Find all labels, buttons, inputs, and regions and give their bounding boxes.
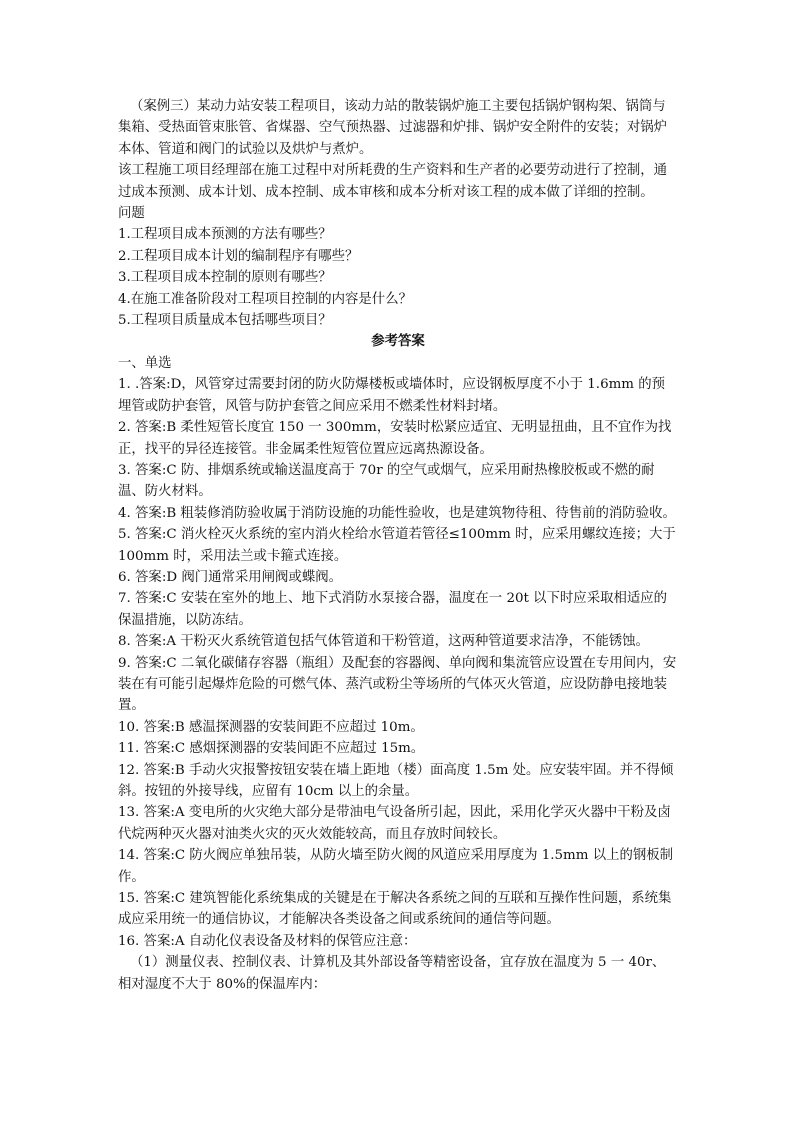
- question-item: 1.工程项目成本预测的方法有哪些？: [118, 227, 332, 243]
- answer-item: 2. 答案:B 柔性短管长度宜 150 一 300mm，安装时松紧应适宜、无明显扭曲，且不宜作为找正，找平的异径连接管。非金属柔性短管位置应远离热源设备。: [118, 420, 672, 457]
- answer-item: 11. 答案:C 感烟探测器的安装间距不应超过 15m。: [118, 741, 425, 757]
- answer-item: 10. 答案:B 感温探测器的安装间距不应超过 10m。: [118, 719, 424, 735]
- answer-item: 9. 答案:C 二氧化碳储存容器（瓶组）及配套的容器阀、单向阀和集流管应设置在专用间内，安装在有可能引起爆炸危险的可燃气体、蒸汽或粉尘等场所的气体灭火管道，应设防静电接地装置。: [118, 655, 677, 714]
- answer-item: 12. 答案:B 手动火灾报警按钮安装在墙上距地（楼）面高度 1.5m 处。应安装牢固。并不得倾斜。按钮的外接导线，应留有 10cm 以上的余量。: [118, 762, 674, 799]
- answer-item: 14. 答案:C 防火阀应单独吊装，从防火墙至防火阀的风道应采用厚度为 1.5mm 以上的钢板制作。: [118, 848, 674, 885]
- answer-item: 6. 答案:D 阀门通常采用闸阀或蝶阀。: [118, 569, 343, 585]
- case-control: 该工程施工项目经理部在施工过程中对所耗费的生产资料和生产者的必要劳动进行了控制，通过成本预测、成本计划、成本控制、成本审核和成本分析对该工程的成本做了详细的控制。: [118, 163, 668, 200]
- question-item: 5.工程项目质量成本包括哪些项目？: [118, 313, 332, 329]
- answer-item: 16. 答案:A 自动化仪表设备及材料的保管应注意：: [118, 933, 417, 949]
- question-item: 4.在施工准备阶段对工程项目控制的内容是什么？: [118, 291, 412, 307]
- question-item: 2.工程项目成本计划的编制程序有哪些？: [118, 248, 359, 264]
- answer-item: 4. 答案:B 粗装修消防验收属于消防设施的功能性验收，也是建筑物待租、待售前的消防验收。: [118, 505, 676, 521]
- answer-item: 15. 答案:C 建筑智能化系统集成的关键是在于解决各系统之间的互联和互操作性问题，系统集成应采用统一的通信协议，才能解决各类设备之间或系统间的通信等问题。: [118, 891, 672, 928]
- answer-item: 8. 答案:A 干粉灭火系统管道包括气体管道和干粉管道，这两种管道要求洁净，不能锈蚀。: [118, 634, 649, 650]
- answers-title: 参考答案: [371, 333, 425, 350]
- question-item: 3.工程项目成本控制的原则有哪些？: [118, 270, 332, 286]
- case-intro: （案例三）某动力站安装工程项目，该动力站的散装锅炉施工主要包括锅炉钢构架、锅筒与集箱、受热面管束胀管、省煤器、空气预热器、过滤器和炉排、锅炉安全附件的安装；对锅炉本体、管道和阀门的试验以及烘炉与煮炉。: [118, 99, 668, 157]
- answer-item: 13. 答案:A 变电所的火灾绝大部分是带油电气设备所引起，因此，采用化学灭火器中干粉及卤代烷两种灭火器对油类火灾的灭火效能较高，而且存放时间较长。: [118, 805, 671, 842]
- answers-section-heading: 一、单选: [118, 355, 172, 371]
- document-page: [118, 96, 678, 995]
- answer-item: 7. 答案:C 安装在室外的地上、地下式消防水泵接合器，温度在一 20t 以下时应采取相适应的保温措施，以防冻结。: [118, 591, 668, 628]
- questions-label: 问题: [118, 206, 145, 222]
- answer-item: 5. 答案:C 消火栓灭火系统的室内消火栓给水管道若管径≤100mm 时，应采用螺纹连接；大于 100mm 时，采用法兰或卡箍式连接。: [118, 527, 676, 564]
- answer-subitem: （1）测量仪表、控制仪表、计算机及其外部设备等精密设备，宜存放在温度为 5 一 40r、相对湿度不大于 80%的保温库内：: [118, 955, 666, 992]
- answer-item: 1. .答案:D，风管穿过需要封闭的防火防爆楼板或墙体时，应设钢板厚度不小于 1.6mm 的预埋管或防护套管，风管与防护套管之间应采用不燃柔性材料封堵。: [118, 377, 666, 414]
- answer-item: 3. 答案:C 防、排烟系统或输送温度高于 70r 的空气或烟气，应采用耐热橡胶板或不燃的耐温、防火材料。: [118, 462, 655, 500]
